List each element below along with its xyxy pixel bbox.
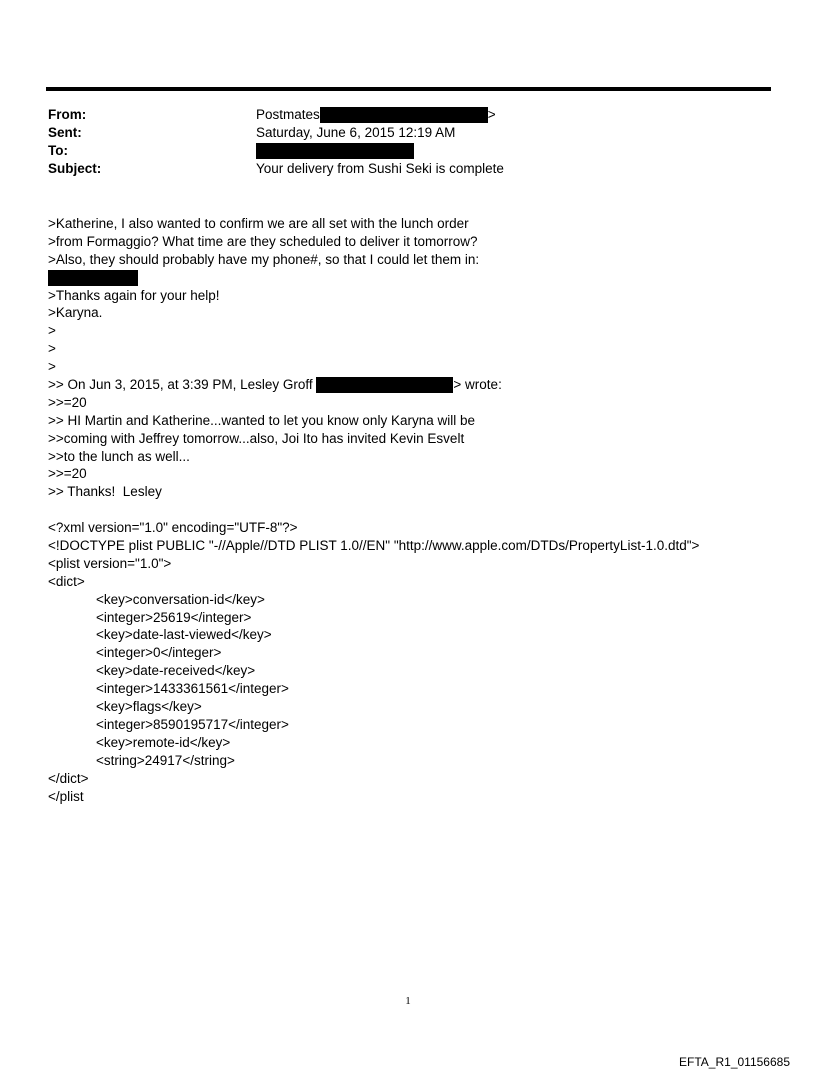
- plist-line: <plist version="1.0">: [48, 555, 172, 571]
- to-label: To:: [48, 143, 68, 158]
- from-value: [256, 106, 496, 124]
- plist-entry: <key>flags</key>: [96, 699, 202, 715]
- body-line: >: [48, 323, 56, 339]
- spacer: [48, 501, 788, 519]
- sent-row: [48, 124, 748, 142]
- plist-line: <!DOCTYPE plist PUBLIC "-//Apple//DTD PLIST 1.0//EN" "http://www.apple.com/DTDs/PropertyList-1.0.dtd">: [48, 538, 700, 554]
- to-row: [48, 142, 748, 160]
- body-line: >Karyna.: [48, 305, 103, 321]
- quoted-header-line: [48, 376, 788, 394]
- body-line: >Thanks again for your help!: [48, 287, 220, 303]
- plist-entry: <key>date-last-viewed</key>: [96, 627, 272, 643]
- plist-entry: <integer>1433361561</integer>: [96, 681, 289, 697]
- plist-entry: <key>conversation-id</key>: [96, 591, 265, 607]
- plist-entry: <string>24917</string>: [96, 752, 235, 768]
- body-line: >>coming with Jeffrey tomorrow...also, Joi Ito has invited Kevin Esvelt: [48, 430, 465, 446]
- body-line: >> HI Martin and Katherine...wanted to let you know only Karyna will be: [48, 412, 475, 428]
- plist-entry: <integer>8590195717</integer>: [96, 716, 289, 732]
- from-sender: Postmates: [256, 107, 320, 122]
- plist-line: </dict>: [48, 770, 89, 786]
- subject-value: Your delivery from Sushi Seki is complete: [256, 161, 504, 176]
- email-header: [48, 106, 748, 178]
- quoted-header-suffix: > wrote:: [453, 377, 502, 393]
- email-body: [48, 215, 788, 805]
- plist-entry: <key>remote-id</key>: [96, 734, 231, 750]
- body-line: >from Formaggio? What time are they scheduled to deliver it tomorrow?: [48, 233, 478, 249]
- from-row: [48, 106, 748, 124]
- body-line: >>=20: [48, 394, 87, 410]
- redaction-block: [48, 270, 138, 286]
- plist-line: </plist: [48, 788, 84, 804]
- page-number: 1: [405, 995, 411, 1007]
- body-line: >>to the lunch as well...: [48, 448, 190, 464]
- plist-line: <dict>: [48, 573, 85, 589]
- body-line: >> Thanks! Lesley: [48, 484, 162, 500]
- body-line: >Katherine, I also wanted to confirm we are all set with the lunch order: [48, 216, 469, 231]
- header-rule: [46, 87, 771, 91]
- subject-label: Subject:: [48, 161, 102, 176]
- redaction-block: [316, 377, 453, 393]
- from-suffix: >: [487, 107, 496, 122]
- plist-entry: <integer>25619</integer>: [96, 609, 252, 625]
- redaction-block: [256, 143, 414, 159]
- sent-value: Saturday, June 6, 2015 12:19 AM: [256, 125, 456, 140]
- body-line: >>=20: [48, 466, 87, 482]
- quoted-header-prefix: >> On Jun 3, 2015, at 3:39 PM, Lesley Groff: [48, 377, 317, 393]
- to-value: [256, 143, 414, 159]
- sent-label: Sent:: [48, 125, 82, 140]
- plist-entry: <key>date-received</key>: [96, 663, 256, 679]
- body-line-redacted: [48, 269, 788, 287]
- document-id: EFTA_R1_01156685: [679, 1055, 790, 1069]
- subject-row: [48, 160, 748, 178]
- body-line: >Also, they should probably have my phone#, so that I could let them in:: [48, 251, 480, 267]
- plist-line: <?xml version="1.0" encoding="UTF-8"?>: [48, 520, 298, 536]
- plist-entry: <integer>0</integer>: [96, 645, 222, 661]
- from-label: From:: [48, 107, 87, 122]
- body-line: >: [48, 359, 56, 375]
- body-line: >: [48, 341, 56, 357]
- redaction-block: [320, 107, 488, 123]
